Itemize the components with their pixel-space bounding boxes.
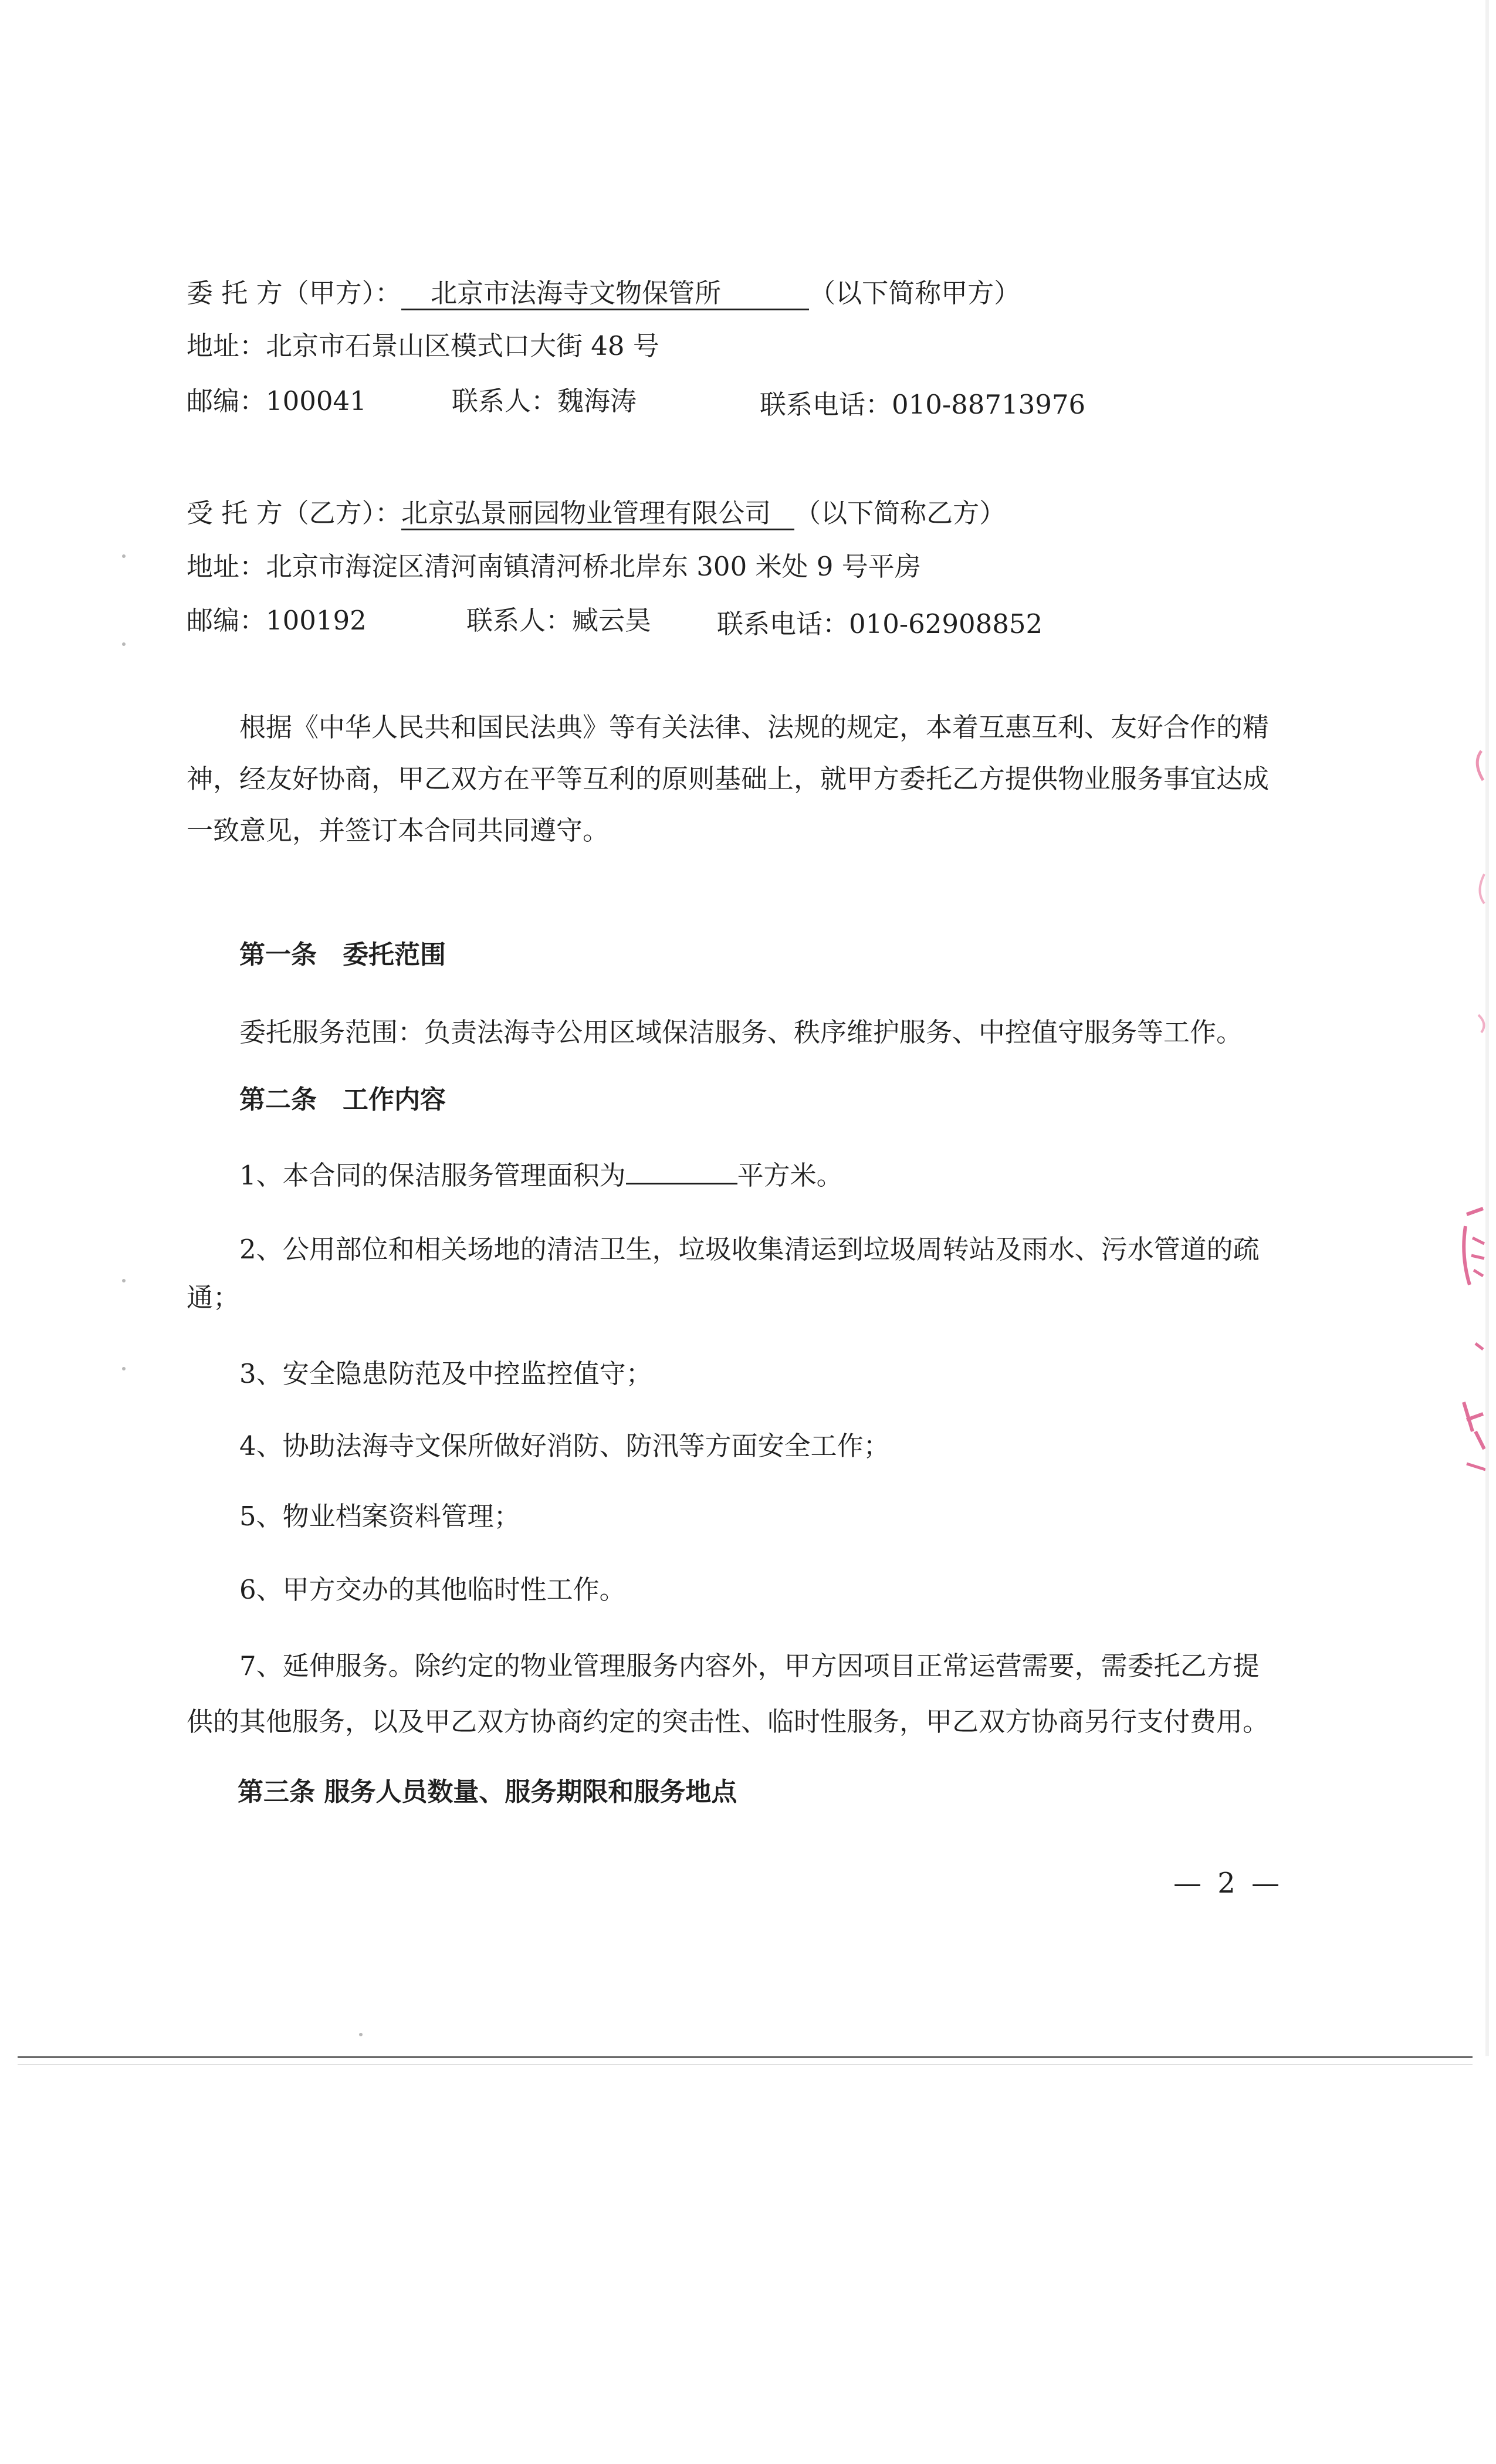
item-1-text-pre: 1、本合同的保洁服务管理面积为 <box>239 1160 626 1191</box>
scan-speck <box>359 2033 363 2036</box>
article-2-item-4: 4、协助法海寺文保所做好消防、防汛等方面安全工作； <box>239 1430 890 1461</box>
party-b-name: 北京弘景丽园物业管理有限公司 <box>401 498 794 530</box>
item-1-text-post: 平方米。 <box>737 1160 843 1191</box>
party-a-label: 委 托 方（甲方）： <box>187 277 402 309</box>
party-b-phone: 联系电话：010-62908852 <box>717 608 1043 639</box>
article-2-item-3: 3、安全隐患防范及中控监控值守； <box>239 1358 652 1389</box>
scan-speck <box>122 642 126 646</box>
scan-right-edge <box>1485 0 1489 2056</box>
scan-speck <box>122 554 126 558</box>
scan-speck <box>122 1367 126 1370</box>
article-2-item-5: 5、物业档案资料管理； <box>239 1501 520 1532</box>
article-1-title: 第一条 委托范围 <box>239 940 446 970</box>
article-2-title: 第二条 工作内容 <box>239 1085 446 1115</box>
party-b-line <box>187 496 1006 531</box>
article-2-item-6: 6、甲方交办的其他临时性工作。 <box>239 1574 626 1605</box>
preamble-line-3: 一致意见，并签订本合同共同遵守。 <box>187 815 610 846</box>
preamble-line-1: 根据《中华人民共和国民法典》等有关法律、法规的规定，本着互惠互利、友好合作的精 <box>239 712 1270 743</box>
party-a-contact: 联系人：魏海涛 <box>452 385 637 417</box>
page-bottom-edge <box>18 2056 1473 2058</box>
party-b-contact: 联系人：臧云昊 <box>466 605 652 636</box>
article-2-item-2-line-2: 通； <box>187 1282 240 1313</box>
seal-stamp-fragment <box>1449 727 1490 1502</box>
party-a-postcode: 邮编：100041 <box>187 385 367 417</box>
article-2-item-2-line-1: 2、公用部位和相关场地的清洁卫生，垃圾收集清运到垃圾周转站及雨水、污水管道的疏 <box>239 1234 1260 1265</box>
scan-speck <box>122 1279 126 1282</box>
preamble-line-2: 神，经友好协商，甲乙双方在平等互利的原则基础上，就甲方委托乙方提供物业服务事宜达成 <box>187 763 1270 794</box>
party-b-note: （以下简称乙方） <box>794 497 1006 529</box>
article-2-item-7-line-1: 7、延伸服务。除约定的物业管理服务内容外，甲方因项目正常运营需要，需委托乙方提 <box>239 1650 1260 1681</box>
page-number: — 2 — <box>1173 1867 1284 1900</box>
area-blank-field <box>626 1156 737 1184</box>
party-a-name: 北京市法海寺文物保管所 <box>401 278 809 310</box>
party-b-address: 地址：北京市海淀区清河南镇清河桥北岸东 300 米处 9 号平房 <box>187 551 921 582</box>
party-b-postcode: 邮编：100192 <box>187 605 367 636</box>
party-a-note: （以下简称甲方） <box>809 277 1021 309</box>
article-2-item-1 <box>239 1156 843 1193</box>
article-2-item-7-line-2: 供的其他服务，以及甲乙双方协商约定的突击性、临时性服务，甲乙双方协商另行支付费用。 <box>187 1706 1270 1737</box>
article-3-title: 第三条 服务人员数量、服务期限和服务地点 <box>238 1777 737 1807</box>
party-a-phone: 联系电话：010-88713976 <box>760 389 1086 420</box>
party-a-line <box>187 276 1020 311</box>
party-b-label: 受 托 方（乙方）： <box>187 497 402 529</box>
article-1-text: 委托服务范围：负责法海寺公用区域保洁服务、秩序维护服务、中控值守服务等工作。 <box>239 1017 1243 1048</box>
party-a-address: 地址：北京市石景山区模式口大街 48 号 <box>187 330 659 361</box>
